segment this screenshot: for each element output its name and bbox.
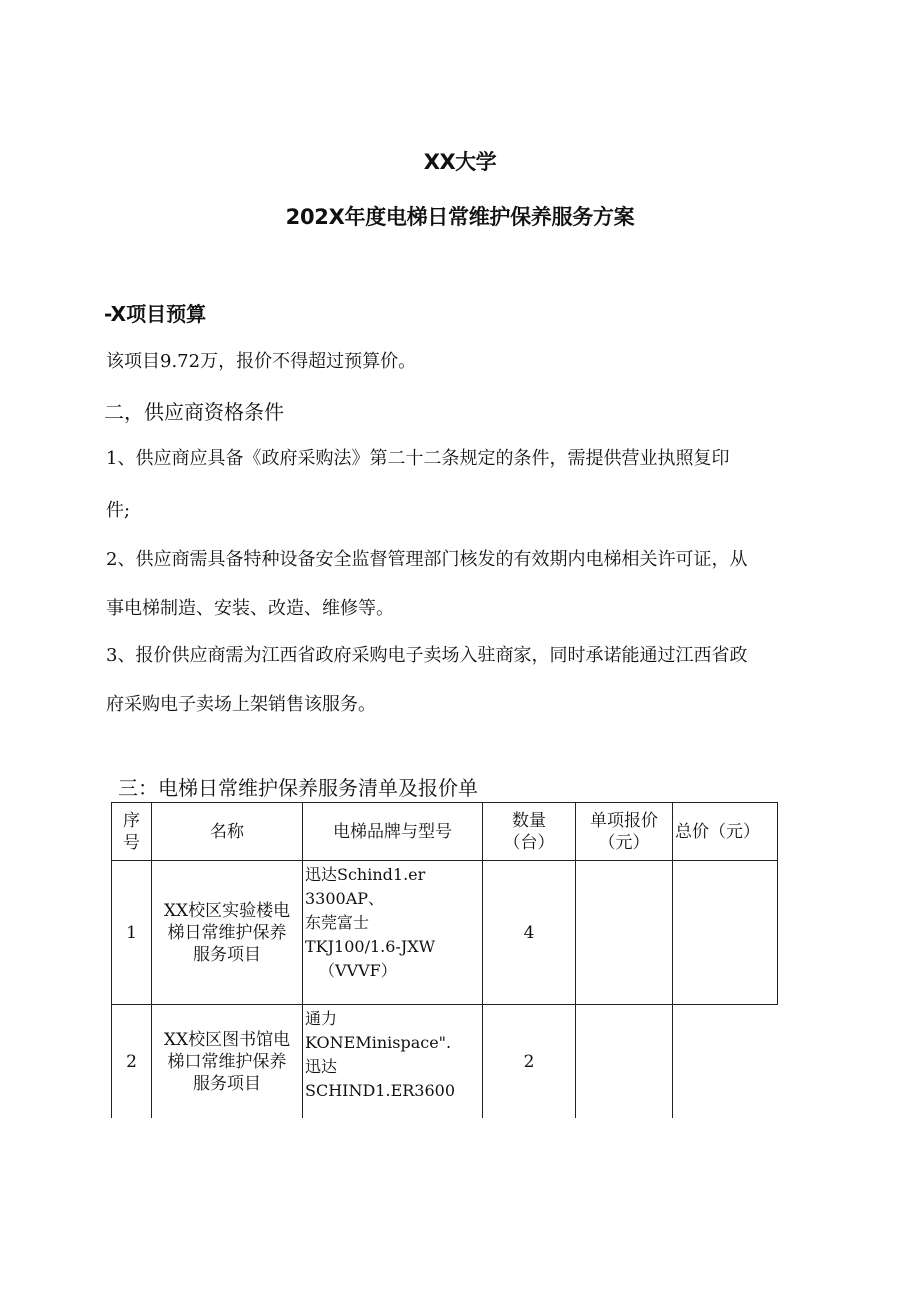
cell-brand-line: TKJ100/1.6-JXW <box>305 937 436 956</box>
cell-name-line: XX校区图书馆电 <box>163 1029 291 1050</box>
cell-brand <box>303 1005 483 1119</box>
quote-table <box>111 802 778 1118</box>
qualification-line: 事电梯制造、安装、改造、维修等。 <box>106 598 394 619</box>
header-seq <box>112 803 152 861</box>
cell-brand-line: 迅达Schind1.er <box>305 865 426 884</box>
header-unit-price <box>576 803 673 861</box>
cell-brand-line: SCHIND1.ER3600 <box>305 1081 456 1100</box>
cell-brand-clip <box>305 863 480 1000</box>
cell-qty: 4 <box>483 861 576 1005</box>
header-total-price: 总价（元） <box>673 803 778 861</box>
cell-qty: 2 <box>483 1005 576 1119</box>
document-title: XX大学 <box>423 150 497 174</box>
budget-paragraph: 该项目9.72万，报价不得超过预算价。 <box>106 351 417 372</box>
qualification-line: 3、报价供应商需为江西省政府采购电子卖场入驻商家，同时承诺能通过江西省政 <box>106 645 748 666</box>
cell-brand-line: 通力 <box>305 1009 338 1028</box>
header-qty-line: （台） <box>503 832 555 853</box>
table-header-row <box>112 803 778 861</box>
cell-brand-line: 东莞富士 <box>305 913 370 932</box>
header-brand: 电梯品牌与型号 <box>303 803 483 861</box>
qualification-line: 2、供应商需具备特种设备安全监督管理部门核发的有效期内电梯相关许可证，从 <box>106 549 748 570</box>
header-seq-line: 序 <box>123 810 140 831</box>
cell-name-line: 梯口常维护保养 <box>167 1051 287 1072</box>
cell-brand-line: （VVVF） <box>319 961 397 980</box>
qualification-line: 1、供应商应具备《政府采购法》第二十二条规定的条件，需提供营业执照复印 <box>106 448 730 469</box>
cell-brand <box>303 861 483 1005</box>
section-heading-qualification: 二，供应商资格条件 <box>104 400 284 424</box>
cell-seq: 2 <box>112 1005 152 1119</box>
cell-seq: 1 <box>112 861 152 1005</box>
cell-name-line: 服务项目 <box>193 944 261 965</box>
section-heading-service-list: 三：电梯日常维护保养服务清单及报价单 <box>118 776 478 800</box>
header-qty <box>483 803 576 861</box>
cell-name-line: 梯日常维护保养 <box>167 922 287 943</box>
cell-brand-line: KONEMinispace". <box>305 1033 452 1052</box>
cell-name-line: 服务项目 <box>193 1073 261 1094</box>
cell-name <box>152 861 303 1005</box>
cell-brand-line: 3300AP、 <box>305 889 385 908</box>
document-subtitle: 202X年度电梯日常维护保养服务方案 <box>285 205 635 229</box>
cell-unit-price[interactable] <box>576 1005 673 1119</box>
header-name: 名称 <box>152 803 303 861</box>
header-qty-line: 数量 <box>512 810 546 831</box>
header-unit-line: （元） <box>598 832 650 853</box>
cell-unit-price[interactable] <box>576 861 673 1005</box>
section-heading-budget: -X项目预算 <box>104 302 207 326</box>
header-unit-line: 单项报价 <box>590 810 658 831</box>
cell-total-price[interactable] <box>673 861 778 1005</box>
header-seq-line: 号 <box>123 832 140 853</box>
cell-total-price[interactable] <box>673 1005 778 1119</box>
qualification-line: 件; <box>106 500 131 521</box>
cell-brand-clip <box>305 1007 480 1116</box>
table-row <box>112 1005 778 1119</box>
cell-name-line: XX校区实验楼电 <box>163 900 291 921</box>
qualification-line: 府采购电子卖场上架销售该服务。 <box>106 694 376 715</box>
cell-name <box>152 1005 303 1119</box>
table-row <box>112 861 778 1005</box>
cell-brand-line: 迅达 <box>305 1057 338 1076</box>
